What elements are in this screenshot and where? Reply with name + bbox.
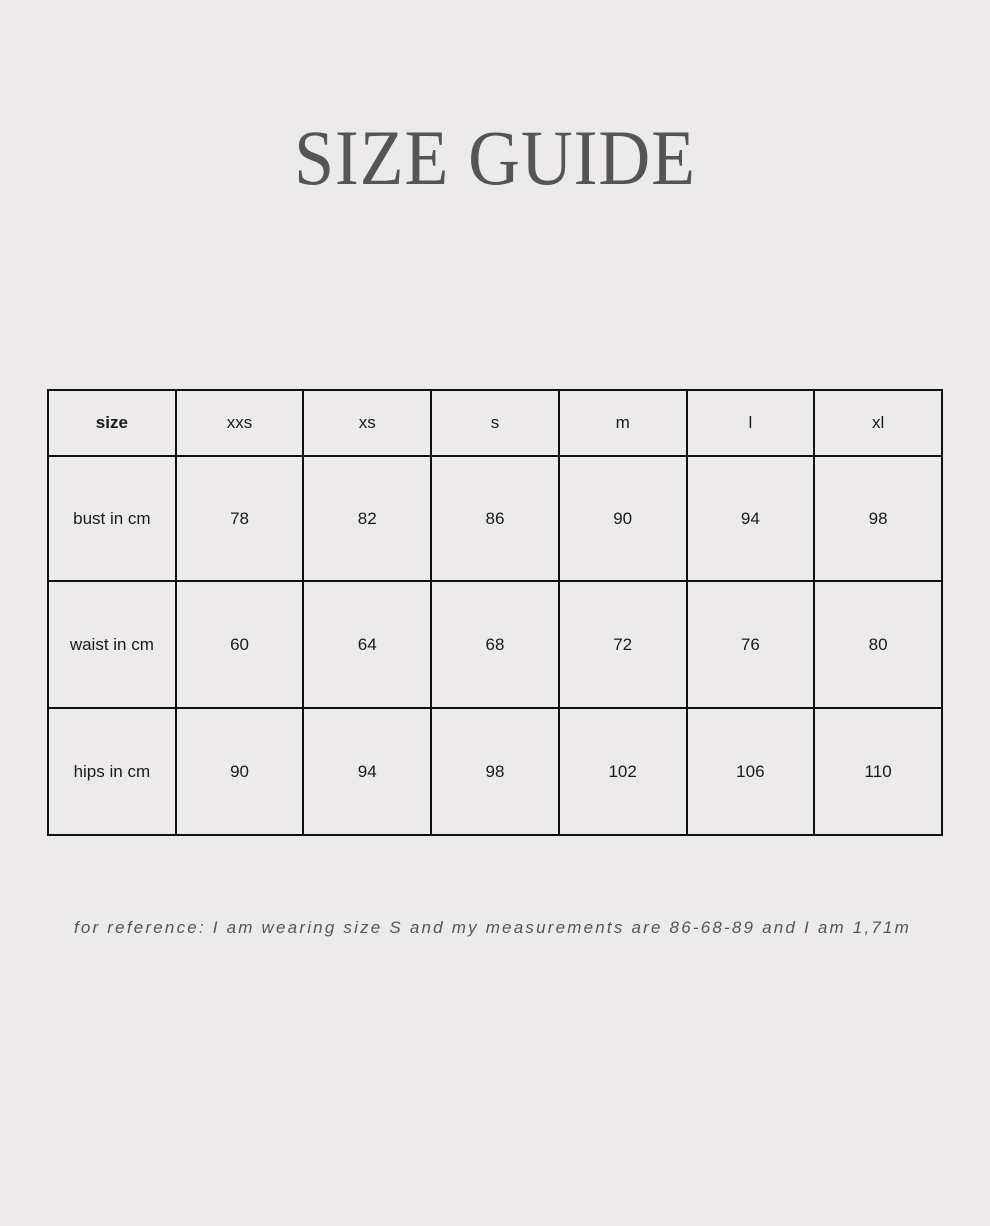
table-cell: 86: [431, 456, 559, 581]
reference-note: for reference: I am wearing size S and my measurements are 86-68-89 and I am 1,71m: [73, 918, 912, 937]
table-cell: 106: [687, 708, 815, 835]
table-row-waist: [48, 581, 942, 708]
table-cell: 60: [176, 581, 304, 708]
table-row-hips: [48, 708, 942, 835]
table-cell: 102: [559, 708, 687, 835]
table-cell: 72: [559, 581, 687, 708]
size-table: [47, 389, 943, 836]
table-cell: 64: [303, 581, 431, 708]
header-cell-xl: xl: [814, 390, 942, 456]
table-cell: 80: [814, 581, 942, 708]
table-header-row: [48, 390, 942, 456]
table-cell: 76: [687, 581, 815, 708]
header-cell-m: m: [559, 390, 687, 456]
row-label-bust: bust in cm: [48, 456, 176, 581]
table-cell: 68: [431, 581, 559, 708]
table-cell: 82: [303, 456, 431, 581]
table-cell: 94: [687, 456, 815, 581]
table-cell: 98: [431, 708, 559, 835]
table-cell: 90: [176, 708, 304, 835]
row-label-waist: waist in cm: [48, 581, 176, 708]
table-cell: 98: [814, 456, 942, 581]
table-cell: 110: [814, 708, 942, 835]
header-cell-size: size: [48, 390, 176, 456]
table-row-bust: [48, 456, 942, 581]
header-cell-s: s: [431, 390, 559, 456]
table-cell: 94: [303, 708, 431, 835]
table-cell: 78: [176, 456, 304, 581]
header-cell-xs: xs: [303, 390, 431, 456]
header-cell-xxs: xxs: [176, 390, 304, 456]
header-cell-l: l: [687, 390, 815, 456]
table-cell: 90: [559, 456, 687, 581]
page-title: SIZE GUIDE: [294, 114, 696, 201]
row-label-hips: hips in cm: [48, 708, 176, 835]
